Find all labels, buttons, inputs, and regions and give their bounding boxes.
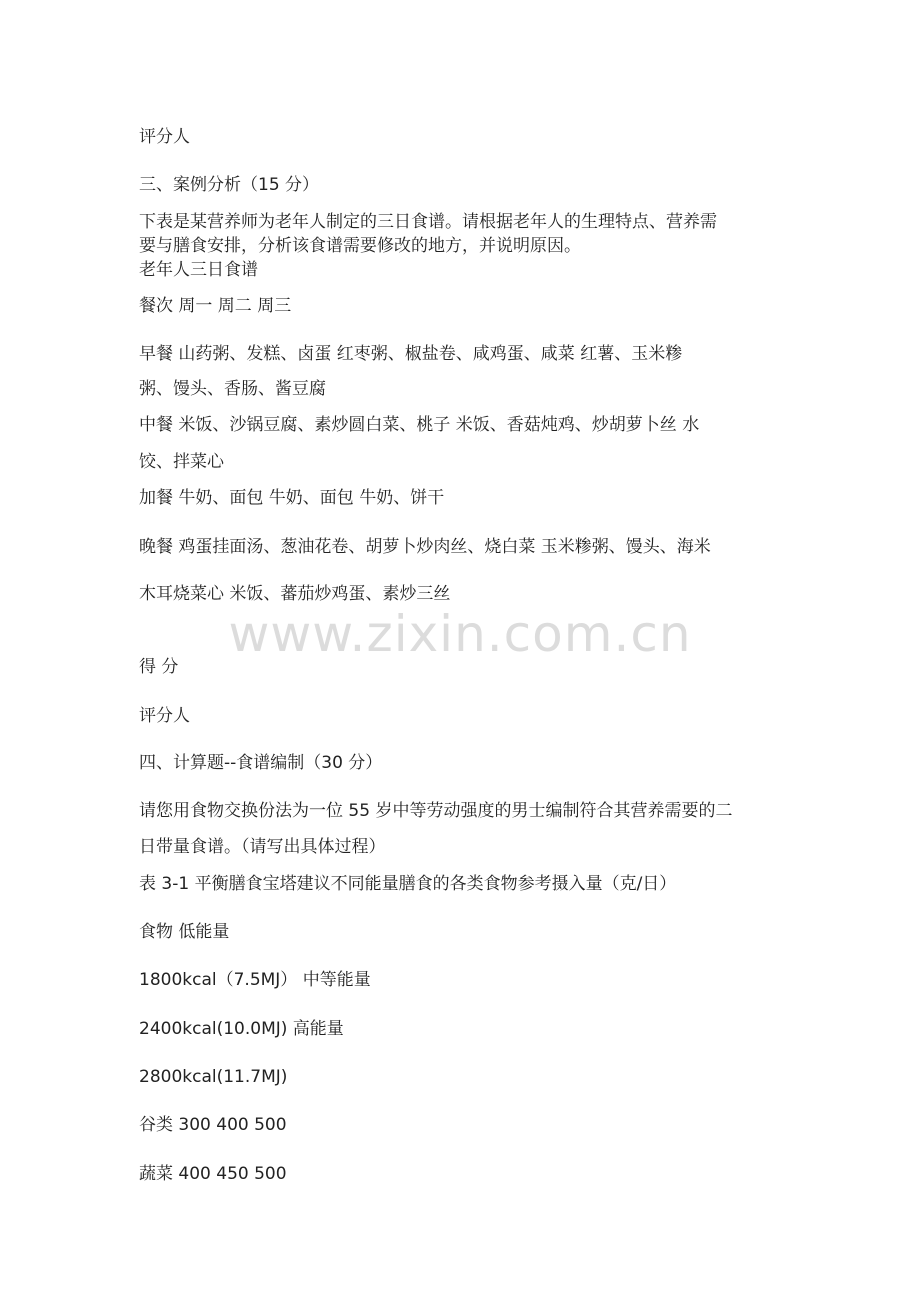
text-line: 评分人 [139, 127, 190, 147]
text-line: 食物 低能量 [139, 922, 230, 942]
text-line: 要与膳食安排，分析该食谱需要修改的地方，并说明原因。 [139, 236, 581, 256]
text-line: 晚餐 鸡蛋挂面汤、葱油花卷、胡萝卜炒肉丝、烧白菜 玉米糁粥、馒头、海米 [139, 537, 711, 557]
text-line: 餐次 周一 周二 周三 [139, 296, 292, 316]
text-line: 谷类 300 400 500 [139, 1115, 287, 1135]
text-line: 下表是某营养师为老年人制定的三日食谱。请根据老年人的生理特点、营养需 [139, 212, 717, 232]
text-line: 得 分 [139, 657, 179, 677]
text-line: 表 3-1 平衡膳食宝塔建议不同能量膳食的各类食物参考摄入量（克/日） [139, 874, 677, 894]
text-line: 2800kcal(11.7MJ) [139, 1067, 288, 1087]
text-line: 加餐 牛奶、面包 牛奶、面包 牛奶、饼干 [139, 488, 445, 508]
text-line: 中餐 米饭、沙锅豆腐、素炒圆白菜、桃子 米饭、香菇炖鸡、炒胡萝卜丝 水 [139, 415, 700, 435]
section-heading: 三、案例分析（15 分） [139, 175, 320, 195]
text-line: 木耳烧菜心 米饭、蕃茄炒鸡蛋、素炒三丝 [139, 584, 451, 604]
text-line: 蔬菜 400 450 500 [139, 1164, 287, 1184]
watermark: www.zixin.com.cn [228, 605, 692, 663]
text-line: 粥、馒头、香肠、酱豆腐 [139, 379, 326, 399]
text-line: 早餐 山药粥、发糕、卤蛋 红枣粥、椒盐卷、咸鸡蛋、咸菜 红薯、玉米糁 [139, 344, 683, 364]
text-line: 2400kcal(10.0MJ) 高能量 [139, 1019, 344, 1039]
text-line: 评分人 [139, 706, 190, 726]
text-line: 日带量食谱。（请写出具体过程） [139, 837, 386, 857]
section-heading: 四、计算题--食谱编制（30 分） [139, 753, 383, 773]
text-line: 饺、拌菜心 [139, 452, 224, 472]
text-line: 老年人三日食谱 [139, 260, 258, 280]
text-line: 1800kcal（7.5MJ） 中等能量 [139, 970, 371, 990]
text-line: 请您用食物交换份法为一位 55 岁中等劳动强度的男士编制符合其营养需要的二 [139, 801, 733, 821]
